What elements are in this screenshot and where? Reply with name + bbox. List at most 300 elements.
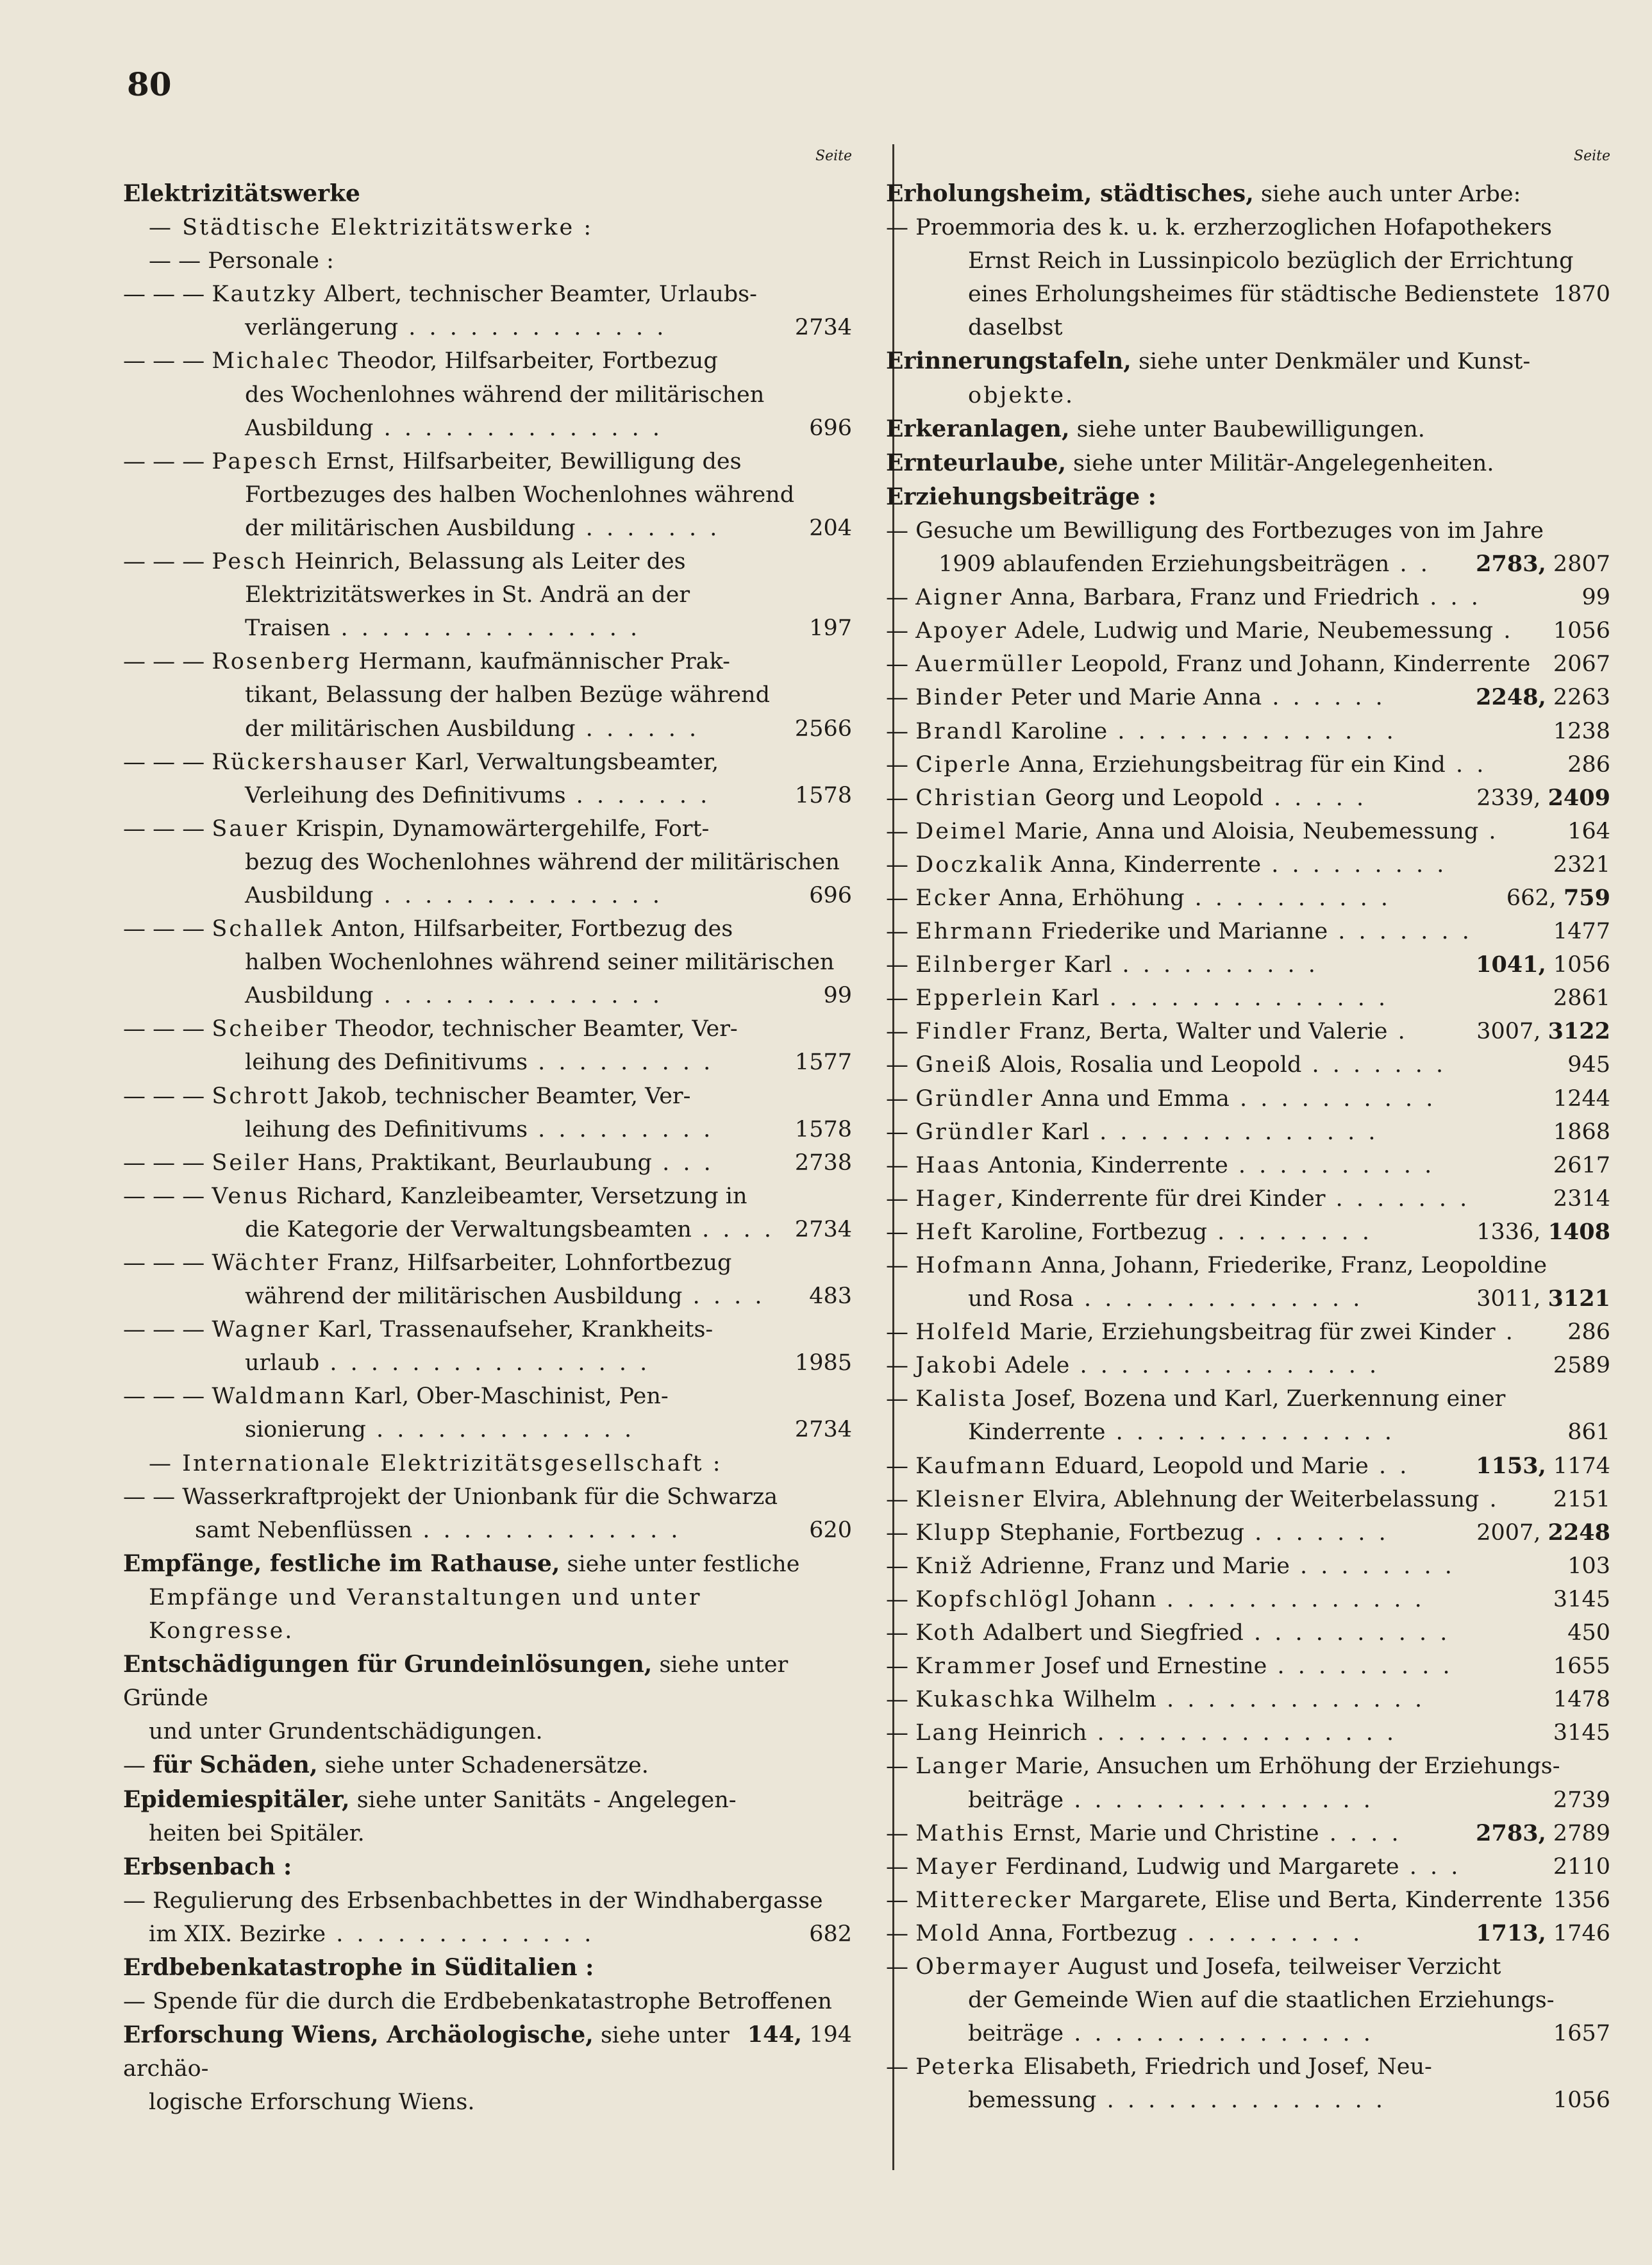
page-reference xyxy=(1506,882,1610,915)
leader-dots: . . . . xyxy=(1319,1820,1402,1846)
page-reference xyxy=(1553,1116,1610,1149)
page-reference xyxy=(1553,1349,1610,1382)
index-line xyxy=(123,846,852,879)
entry-text: siehe unter Sanitäts - Angelegen- xyxy=(349,1787,737,1813)
page-reference xyxy=(1553,715,1610,748)
index-line xyxy=(123,244,852,278)
page-number-ref: 286 xyxy=(1567,1319,1610,1346)
entry-name: Langer xyxy=(915,1753,1008,1780)
page-number-ref: 2739 xyxy=(1553,1787,1610,1813)
entry-name: Brandl xyxy=(915,718,1004,744)
entry-text: beiträge xyxy=(968,1787,1064,1813)
page-reference xyxy=(1553,1082,1610,1116)
entry-text: Karl xyxy=(1033,1119,1090,1145)
entry-text: sionierung xyxy=(245,1417,366,1443)
entry-text: siehe unter Militär-Angelegenheiten. xyxy=(1066,450,1494,476)
entry-name: Kalista xyxy=(915,1386,1008,1412)
page-reference xyxy=(809,1280,852,1313)
leader-dots: . . . . . . . . . . . . . . xyxy=(373,415,663,441)
entry-name: Gründler xyxy=(915,1085,1034,1112)
page-reference xyxy=(1476,1015,1610,1048)
entry-text: Ernst, Marie und Christine xyxy=(1005,1820,1319,1846)
entry-prefix: — — — xyxy=(123,1016,212,1042)
index-line xyxy=(123,1313,852,1346)
entry-text: während der militärischen Ausbildung xyxy=(245,1283,683,1310)
entry-prefix: — xyxy=(886,1119,916,1145)
page-number-ref: 1153, xyxy=(1476,1452,1546,1479)
page-number-ref: 1056 xyxy=(1553,2087,1610,2114)
index-line xyxy=(886,1683,1610,1716)
index-line xyxy=(886,2017,1610,2050)
entry-text: Ausbildung xyxy=(245,983,374,1009)
index-line xyxy=(886,1884,1610,1917)
leader-dots: . . . . . . . . . . xyxy=(1229,1085,1437,1112)
index-line xyxy=(123,378,852,412)
leader-dots: . . . . . . . . . xyxy=(1267,1653,1453,1680)
page-number-ref: 2734 xyxy=(794,1216,852,1242)
entry-text: Ausbildung xyxy=(245,882,374,908)
entry-name: Ciperle xyxy=(915,751,1012,778)
leader-dots: . . xyxy=(1445,751,1487,778)
entry-prefix: — xyxy=(886,919,916,945)
entry-text: beiträge xyxy=(968,2021,1064,2047)
index-line xyxy=(886,1182,1610,1216)
page-reference xyxy=(1553,2084,1610,2117)
page-number-ref: 2339, xyxy=(1476,785,1541,811)
entry-text: bezug des Wochenlohnes während der militärischen xyxy=(245,849,840,875)
leader-dots: . . . . . . . . . . . . . . . xyxy=(1064,1787,1374,1813)
entry-text: Anna, Erziehungsbeitrag für ein Kind xyxy=(1012,751,1446,778)
page-reference xyxy=(795,311,852,344)
entry-name: Kaufmann xyxy=(915,1453,1047,1479)
index-line xyxy=(123,1715,852,1748)
index-line xyxy=(886,1650,1610,1683)
leader-dots: . . . . . . . . . . . . . . xyxy=(1107,718,1397,744)
page-number-ref: 2589 xyxy=(1553,1353,1610,1379)
page-reference xyxy=(1553,278,1610,311)
entry-prefix: — — — xyxy=(123,1250,212,1276)
page-reference xyxy=(823,979,852,1012)
entry-prefix: — xyxy=(886,2054,916,2080)
leader-dots: . . . . . . xyxy=(1262,685,1386,711)
page-reference xyxy=(1553,1716,1610,1750)
page-number-ref: 2314 xyxy=(1553,1185,1610,1212)
index-line xyxy=(886,1082,1610,1116)
entry-text: — Internationale Elektrizitätsgesellschaft : xyxy=(149,1450,722,1476)
entry-name: Koth xyxy=(915,1620,977,1646)
index-line xyxy=(886,915,1610,948)
entry-text: Kinderrente xyxy=(968,1419,1106,1446)
entry-name: Pesch xyxy=(212,549,288,575)
page-number-ref: 3122 xyxy=(1548,1018,1610,1045)
entry-name: Kukaschka xyxy=(915,1687,1056,1713)
entry-text: heiten bei Spitäler. xyxy=(149,1820,365,1846)
entry-name: Rosenberg xyxy=(212,649,352,675)
page-number-ref: 2007, xyxy=(1476,1519,1541,1546)
entry-prefix: — xyxy=(886,1820,916,1846)
entry-text: Anna, Kinderrente xyxy=(1044,851,1262,878)
entry-text: Georg und Leopold xyxy=(1038,785,1264,811)
entry-prefix: — xyxy=(886,1319,916,1346)
page-number-ref: 286 xyxy=(1567,751,1610,778)
entry-text: — Proemmoria des k. u. k. erzherzoglichen Hofapothekers xyxy=(886,215,1552,241)
index-line xyxy=(886,748,1610,781)
entry-text: siehe unter festliche xyxy=(560,1551,800,1577)
leader-dots: . . . . . . . . . . . . . xyxy=(398,315,667,341)
page-reference xyxy=(1476,1516,1610,1550)
page-number-ref: 1244 xyxy=(1553,1085,1610,1112)
entry-prefix: — — — xyxy=(123,649,212,675)
page-number-ref: 1056 xyxy=(1553,952,1610,978)
leader-dots: . . . . . . . . . . . . . . xyxy=(373,882,663,908)
entry-text: Anton, Hilfsarbeiter, Fortbezug des xyxy=(324,916,733,942)
entry-text: Eduard, Leopold und Marie xyxy=(1047,1453,1369,1479)
leader-dots: . . . . . . . . . . . . . . xyxy=(1096,2087,1386,2114)
entry-name: Mayer xyxy=(915,1853,999,1880)
entry-text: Peter und Marie Anna xyxy=(1003,685,1262,711)
entry-name: Haas xyxy=(915,1152,981,1178)
entry-prefix: — xyxy=(886,1620,916,1646)
index-line xyxy=(886,480,1610,514)
entry-prefix: — xyxy=(886,718,916,744)
page-number-ref: 2789 xyxy=(1553,1820,1610,1846)
entry-prefix: — xyxy=(886,1052,916,1078)
page-number-ref: 1657 xyxy=(1553,2021,1610,2047)
page-number-ref: 483 xyxy=(809,1283,852,1310)
entry-prefix: — xyxy=(886,885,916,911)
entry-prefix: — — — xyxy=(123,1317,212,1343)
entry-text: Margarete, Elise und Berta, Kinderrente xyxy=(1072,1887,1543,1913)
index-line xyxy=(886,244,1610,278)
index-line xyxy=(886,1616,1610,1650)
entry-name: Epperlein xyxy=(915,985,1044,1012)
entry-prefix: — xyxy=(886,851,916,878)
entry-text: Anna, Erhöhung xyxy=(991,885,1185,911)
entry-prefix: — xyxy=(886,1486,916,1512)
entry-name: Doczkalik xyxy=(915,851,1044,878)
entry-text: Empfänge und Veranstaltungen und unter xyxy=(149,1584,702,1610)
index-line xyxy=(886,681,1610,714)
index-line xyxy=(123,1850,852,1884)
entry-text: siehe unter Denkmäler und Kunst- xyxy=(1131,349,1531,375)
entry-text: Anna, Fortbezug xyxy=(981,1920,1178,1946)
page-number-ref: 3145 xyxy=(1553,1720,1610,1746)
page-number-ref: 1746 xyxy=(1553,1920,1610,1946)
entry-name: Heft xyxy=(915,1219,974,1245)
entry-text: Adalbert und Siegfried xyxy=(976,1620,1244,1646)
entry-text: Theodor, Hilfsarbeiter, Fortbezug xyxy=(330,348,718,374)
entry-heading: Elektrizitätswerke xyxy=(123,180,360,207)
page-reference xyxy=(1553,1784,1610,1817)
entry-text: Marie, Anna und Aloisia, Neubemessung xyxy=(1007,818,1479,844)
index-line xyxy=(886,848,1610,882)
entry-prefix: — xyxy=(886,585,916,611)
leader-dots: . . . . . . . . . . . . . xyxy=(412,1517,681,1543)
page-reference xyxy=(809,1514,852,1547)
entry-name: Kniž xyxy=(915,1553,974,1579)
page-number-ref: 1408 xyxy=(1548,1218,1610,1245)
entry-text: die Kategorie der Verwaltungsbeamten xyxy=(245,1216,692,1242)
entry-text: Adrienne, Franz und Marie xyxy=(973,1553,1290,1579)
page-reference xyxy=(795,1346,852,1380)
index-line xyxy=(886,1216,1610,1249)
entry-heading: Erziehungsbeiträge : xyxy=(886,483,1156,510)
leader-dots: . . . . . . . . . . . . . . xyxy=(1089,1119,1379,1145)
entry-prefix: — xyxy=(886,1085,916,1112)
index-line xyxy=(886,1282,1610,1316)
entry-text: Karl, Ober-Maschinist, Pen- xyxy=(346,1383,669,1410)
entry-text: Josef und Ernestine xyxy=(1036,1653,1267,1680)
leader-dots: . xyxy=(1495,1319,1516,1346)
entry-text: siehe unter Baubewilligungen. xyxy=(1069,416,1425,442)
page-number-ref: 1578 xyxy=(794,1116,852,1142)
page-number-ref: 2263 xyxy=(1553,685,1610,711)
entry-prefix: — xyxy=(886,1853,916,1880)
index-line xyxy=(123,1113,852,1146)
leader-dots: . . . . xyxy=(682,1283,765,1310)
entry-text: Hermann, kaufmännischer Prak- xyxy=(351,649,730,675)
index-line xyxy=(886,1116,1610,1149)
entry-text: eines Erholungsheimes für städtische Bedienstete daselbst xyxy=(968,281,1539,341)
entry-text: Karoline, Fortbezug xyxy=(973,1219,1207,1245)
page-number-ref: 2617 xyxy=(1553,1152,1610,1178)
index-line xyxy=(123,278,852,311)
leader-dots: . . . . . . . . . xyxy=(1261,851,1448,878)
entry-name: Peterka xyxy=(915,2054,1017,2080)
index-line xyxy=(886,1716,1610,1750)
entry-name: Gründler xyxy=(915,1119,1034,1145)
entry-text: Jakob, technischer Beamter, Ver- xyxy=(310,1083,691,1109)
entry-heading: Erforschung Wiens, Archäologische, xyxy=(123,2021,594,2049)
index-line xyxy=(123,1918,852,1951)
index-line xyxy=(886,1382,1610,1416)
page-reference xyxy=(1553,915,1610,948)
page-number-ref: 3121 xyxy=(1548,1285,1610,1312)
index-line xyxy=(123,311,852,344)
entry-text: Antonia, Kinderrente xyxy=(981,1152,1228,1178)
index-line xyxy=(123,512,852,545)
page-reference xyxy=(795,1046,852,1079)
left-column xyxy=(123,144,852,2119)
leader-dots: . . . . . . . . . . . . . . . xyxy=(1087,1720,1398,1746)
entry-text: der militärischen Ausbildung xyxy=(245,515,576,541)
entry-text: — Spende für die durch die Erdbebenkatastrophe Betroffenen xyxy=(123,1989,832,2015)
index-line xyxy=(886,1349,1610,1382)
entry-text: der militärischen Ausbildung xyxy=(245,715,576,742)
index-line xyxy=(123,812,852,846)
page-number-ref: 3007, xyxy=(1476,1019,1541,1045)
leader-dots: . . . . . . . . xyxy=(1206,1219,1372,1245)
index-line xyxy=(123,1280,852,1313)
index-line xyxy=(886,882,1610,915)
index-line xyxy=(886,1750,1610,1783)
page-number-ref: 1056 xyxy=(1553,618,1610,644)
entry-text: Marie, Ansuchen um Erhöhung der Erziehungs- xyxy=(1008,1753,1560,1780)
entry-name: Auermüller xyxy=(915,651,1064,678)
leader-dots: . . . xyxy=(1419,585,1481,611)
index-line xyxy=(886,2050,1610,2084)
index-line xyxy=(886,1784,1610,1817)
entry-text: Hans, Praktikant, Beurlaubung xyxy=(290,1149,652,1176)
index-line xyxy=(886,581,1610,614)
entry-prefix: — xyxy=(886,1019,916,1045)
entry-text: Karl xyxy=(1056,952,1112,978)
index-line xyxy=(886,1015,1610,1048)
entry-text: Karoline xyxy=(1003,718,1108,744)
entry-prefix: — — — xyxy=(123,815,212,842)
index-line xyxy=(123,1046,852,1079)
page-reference xyxy=(1553,1650,1610,1683)
page-number-ref: 1336, xyxy=(1476,1219,1541,1245)
entry-prefix: — xyxy=(886,1253,916,1278)
page-reference xyxy=(1553,982,1610,1015)
index-line xyxy=(886,1416,1610,1449)
entry-text: , Kinderrente für drei Kinder xyxy=(996,1185,1326,1212)
index-line xyxy=(886,177,1610,211)
index-line xyxy=(123,1581,852,1614)
entry-text: — Regulierung des Erbsenbachbettes in der Windhabergasse xyxy=(123,1887,823,1914)
page-reference xyxy=(1581,581,1610,614)
page-reference xyxy=(1476,948,1610,982)
entry-text: Elektrizitätswerkes in St. Andrä an der xyxy=(245,582,690,608)
index-line xyxy=(123,779,852,812)
entry-text: — Städtische Elektrizitätswerke : xyxy=(149,215,594,241)
index-line xyxy=(123,2085,852,2119)
page-reference xyxy=(795,712,852,746)
entry-text: Heinrich xyxy=(980,1720,1087,1746)
entry-text: logische Erforschung Wiens. xyxy=(149,2089,475,2116)
index-line xyxy=(886,1550,1610,1583)
entry-heading: Erinnerungstafeln, xyxy=(886,347,1131,375)
index-line xyxy=(123,445,852,478)
index-line xyxy=(886,982,1610,1015)
page-number-ref: 759 xyxy=(1563,884,1610,911)
entry-text: Marie, Erziehungsbeitrag für zwei Kinder xyxy=(1012,1319,1496,1346)
page-number-ref: 1713, xyxy=(1476,1919,1546,1946)
index-line xyxy=(886,715,1610,748)
entry-name: Kleisner xyxy=(915,1486,1026,1512)
leader-dots: . . . . . . . xyxy=(1244,1519,1389,1546)
page-number-ref: 2321 xyxy=(1553,851,1610,878)
page-number-ref: 1174 xyxy=(1553,1453,1610,1479)
entry-name: Venus xyxy=(212,1183,290,1209)
entry-text: Ferdinand, Ludwig und Margarete xyxy=(998,1853,1399,1880)
index-line xyxy=(886,1149,1610,1182)
page-number-ref: 2807 xyxy=(1553,551,1610,578)
page-reference xyxy=(795,1146,852,1180)
page-number-ref: 194 xyxy=(809,2022,852,2048)
page-number-ref: 2110 xyxy=(1553,1853,1610,1880)
entry-prefix: — xyxy=(886,1653,916,1680)
leader-dots: . . . . . . xyxy=(575,715,700,742)
entry-text: Kongresse. xyxy=(149,1618,294,1644)
entry-text: halben Wochenlohnes während seiner militärischen xyxy=(245,949,835,976)
leader-dots: . . . . . . . . . . . . . xyxy=(1156,1687,1426,1713)
entry-prefix: — xyxy=(886,1953,916,1980)
entry-prefix: — — xyxy=(123,1484,183,1510)
index-line xyxy=(886,948,1610,982)
entry-prefix: — — — xyxy=(123,348,212,374)
page-reference xyxy=(1553,2017,1610,2050)
index-line xyxy=(123,1180,852,1213)
entry-text: Theodor, technischer Beamter, Ver- xyxy=(328,1016,738,1042)
page-number-ref: 2783, xyxy=(1476,551,1546,578)
entry-prefix: — xyxy=(886,818,916,844)
entry-name: Kopfschlögl xyxy=(915,1586,1070,1612)
entry-text: August und Josefa, teilweiser Verzicht xyxy=(1060,1953,1501,1980)
leader-dots: . . . . . . . . . . . . . . . xyxy=(1064,2021,1374,2047)
entry-name: Holfeld xyxy=(915,1319,1013,1346)
entry-text: Alois, Rosalia und Leopold xyxy=(992,1052,1302,1078)
entry-name: Christian xyxy=(915,785,1039,811)
left-entries xyxy=(123,177,852,2119)
leader-dots: . . . . . . . . . . . . . . xyxy=(1105,1419,1396,1446)
page-number-ref: 1477 xyxy=(1553,919,1610,945)
entry-heading: Erkeranlagen, xyxy=(886,415,1070,442)
entry-name: Ehrmann xyxy=(915,919,1035,945)
entry-name: Seiler xyxy=(212,1149,290,1176)
entry-prefix: — xyxy=(886,1887,916,1913)
entry-prefix: — — — xyxy=(123,448,212,474)
entry-name: Scheiber xyxy=(212,1016,329,1042)
page-number-ref: 2734 xyxy=(794,315,852,341)
leader-dots: . xyxy=(1478,818,1499,844)
entry-prefix: — — — xyxy=(123,549,212,575)
page-number-ref: 144, xyxy=(747,2021,803,2048)
entry-text: samt Nebenflüssen xyxy=(195,1517,413,1543)
entry-heading: Entschädigungen für Grundeinlösungen, xyxy=(123,1651,653,1678)
index-line xyxy=(123,1146,852,1180)
index-line xyxy=(123,1012,852,1046)
index-line xyxy=(886,1316,1610,1349)
page-number-ref: 2566 xyxy=(794,715,852,742)
entry-name: Waldmann xyxy=(212,1383,347,1410)
index-line xyxy=(886,547,1610,581)
leader-dots: . . . . . . . . . . . . . xyxy=(326,1921,595,1947)
page-reference xyxy=(1553,1850,1610,1884)
entry-text: siehe unter Schadenersätze. xyxy=(317,1753,649,1779)
index-line xyxy=(886,514,1610,547)
index-line xyxy=(886,344,1610,378)
page-reference xyxy=(1567,1550,1610,1583)
page-number-ref: 696 xyxy=(809,882,852,908)
entry-prefix: — xyxy=(886,1386,916,1412)
index-line xyxy=(123,1080,852,1113)
entry-name: Kautzky xyxy=(212,281,317,308)
page-number-ref: 2409 xyxy=(1548,784,1610,811)
index-line xyxy=(123,1246,852,1280)
entry-prefix: — xyxy=(886,1453,916,1479)
entry-text: leihung des Definitivums xyxy=(245,1116,528,1142)
entry-name: Rückershauser xyxy=(212,749,408,775)
page-reference xyxy=(1553,1683,1610,1716)
index-line xyxy=(123,946,852,979)
leader-dots: . xyxy=(1387,1019,1408,1045)
leader-dots: . . . . xyxy=(691,1216,774,1242)
page-number-ref: 1655 xyxy=(1553,1653,1610,1680)
entry-text: Ausbildung xyxy=(245,415,374,441)
page-number-ref: 662, xyxy=(1506,885,1556,911)
page-number-ref: 2734 xyxy=(794,1417,852,1443)
index-line xyxy=(123,612,852,645)
page-reference xyxy=(809,612,852,645)
right-entries xyxy=(886,177,1610,2117)
entry-name: Gneiß xyxy=(915,1052,993,1078)
leader-dots: . . . . . . . . . xyxy=(528,1116,714,1142)
entry-prefix: — — — xyxy=(123,1383,212,1410)
entry-prefix: — xyxy=(886,1152,916,1178)
page-reference xyxy=(1476,547,1610,581)
